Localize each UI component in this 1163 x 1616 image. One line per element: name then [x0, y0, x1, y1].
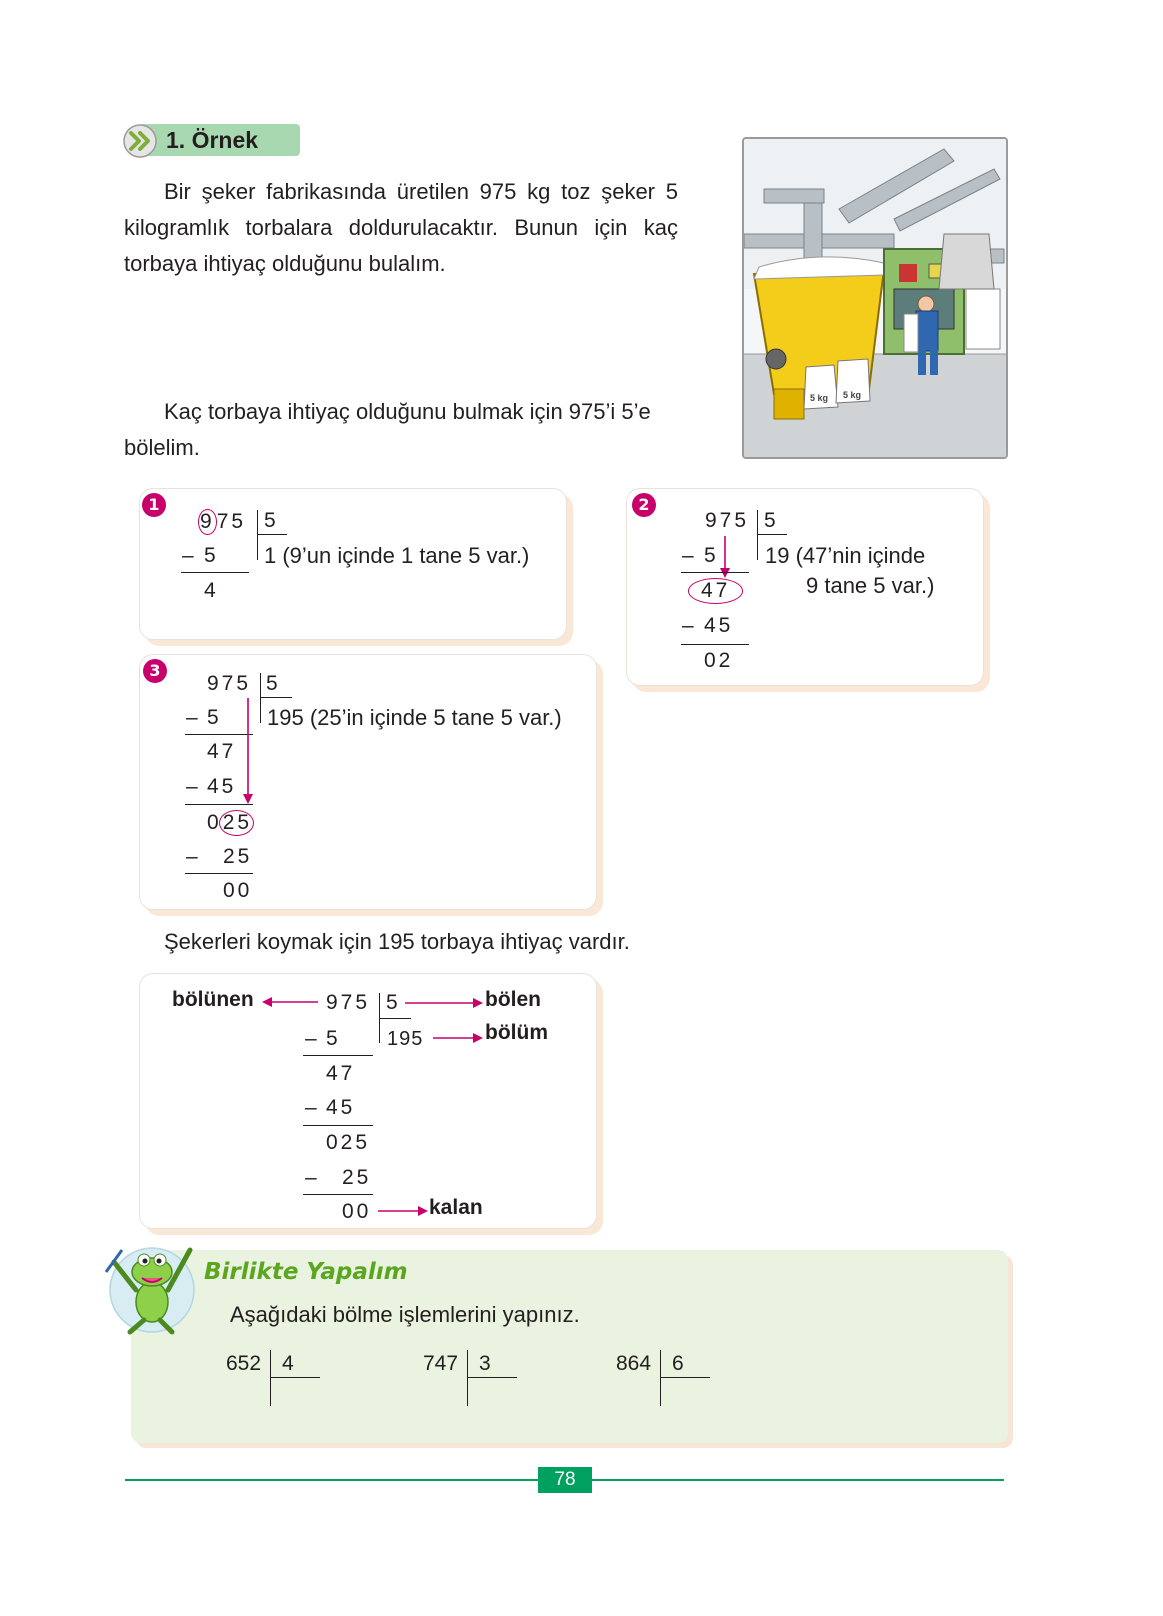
summary-row-5: 25 [342, 1166, 372, 1189]
step-1-minus: – [182, 544, 194, 567]
step-3-row-6: 00 [223, 879, 253, 902]
problem-1-vertical [270, 1350, 271, 1406]
problem-3-horizontal [660, 1377, 710, 1378]
arrow-remainder [378, 1204, 428, 1218]
problem-1-horizontal [270, 1377, 320, 1378]
step-3-row-1: 5 [207, 706, 222, 729]
summary-divisor: 5 [386, 991, 401, 1014]
step-2-quotient-note-2: 9 tane 5 var.) [806, 573, 935, 598]
label-remainder: kalan [429, 1196, 483, 1219]
conclusion-text: Şekerleri koymak için 195 torbaya ihtiyaç vardır. [164, 929, 630, 954]
step-1-badge: 1 [142, 493, 166, 517]
problem-2-horizontal [467, 1377, 517, 1378]
summary-minus-3: – [305, 1166, 317, 1189]
step-2-minus-1: – [682, 544, 694, 567]
frog-mascot [100, 1232, 200, 1336]
step-2-row-4: 02 [704, 649, 734, 672]
step-1-dividend [201, 509, 246, 535]
problem-1-divisor: 4 [282, 1352, 294, 1375]
step-3-bring-down-arrow [241, 698, 255, 808]
together-instruction: Aşağıdaki bölme işlemlerini yapınız. [230, 1302, 580, 1327]
factory-illustration [742, 137, 1008, 459]
step-3-row-4 [207, 810, 254, 836]
problem-2-dividend: 747 [423, 1352, 459, 1375]
step-3-dividend: 975 [207, 672, 252, 695]
summary-row-4: 025 [326, 1131, 371, 1154]
problem-3-divisor: 6 [672, 1352, 684, 1375]
summary-dividend: 975 [326, 991, 371, 1014]
bag-label-2: 5 kg [843, 390, 862, 400]
summary-minus-2: – [305, 1096, 317, 1119]
step-1-dividend-first: 9 [200, 510, 215, 533]
problem-3-vertical [660, 1350, 661, 1406]
label-quotient: bölüm [485, 1021, 548, 1044]
summary-row-1: 5 [326, 1027, 341, 1050]
label-dividend: bölünen [172, 988, 254, 1011]
step-2-dividend: 975 [705, 509, 750, 532]
footer-rule-left [125, 1479, 538, 1481]
label-divisor: bölen [485, 988, 541, 1011]
problem-2-vertical [467, 1350, 468, 1406]
bag-label-1: 5 kg [810, 393, 829, 403]
problem-paragraph: Bir şeker fabrikasında üretilen 975 kg toz şeker 5 kilogramlık torbalara doldurulacaktır. Bunun için kaç torbaya ihtiyaç olduğunu bulalım. [124, 179, 678, 276]
division-instruction: Kaç torbaya ihtiyaç olduğunu bulmak için 975’i 5’e bölelim. [124, 399, 651, 460]
step-1-divisor: 5 [264, 509, 279, 532]
problem-3-dividend: 864 [616, 1352, 652, 1375]
step-3-row-2: 47 [207, 740, 237, 763]
step-2-divisor: 5 [764, 509, 779, 532]
step-3-minus-3: – [186, 845, 198, 868]
step-1-row-1: 5 [204, 544, 219, 567]
page-number: 78 [538, 1467, 592, 1493]
step-3-row-5: 25 [223, 845, 253, 868]
step-3-divisor: 5 [266, 672, 281, 695]
step-1-dividend-rest: 75 [216, 510, 247, 533]
step-3-minus-1: – [186, 706, 198, 729]
arrow-quotient [433, 1031, 483, 1045]
double-chevron-icon [122, 123, 158, 159]
problem-1-dividend: 652 [226, 1352, 262, 1375]
example-title: 1. Örnek [166, 127, 259, 153]
step-2-row-3: 45 [704, 614, 734, 637]
step-2-minus-2: – [682, 614, 694, 637]
step-3-quotient-note: 195 (25’in içinde 5 tane 5 var.) [267, 705, 562, 730]
step-3-minus-2: – [186, 775, 198, 798]
step-2-bring-down-arrow [718, 536, 732, 580]
summary-quotient: 195 [387, 1028, 424, 1050]
step-2-row-2: 47 [688, 578, 743, 604]
step-1-row-2: 4 [204, 579, 219, 602]
summary-row-6: 00 [342, 1200, 372, 1223]
step-2-row-1: 5 [704, 544, 719, 567]
step-2-quotient-note-1: 19 (47’nin içinde [765, 543, 926, 568]
step-3-badge: 3 [143, 659, 167, 683]
summary-row-3: 45 [326, 1096, 356, 1119]
summary-row-2: 47 [326, 1062, 356, 1085]
together-title: Birlikte Yapalım [204, 1259, 408, 1285]
step-2-badge: 2 [632, 493, 656, 517]
step-3-row-4-circled: 25 [219, 810, 254, 836]
footer-rule-right [592, 1479, 1004, 1481]
problem-2-divisor: 3 [479, 1352, 491, 1375]
arrow-divisor [405, 996, 483, 1010]
summary-minus-1: – [305, 1027, 317, 1050]
step-1-quotient-note: 1 (9’un içinde 1 tane 5 var.) [264, 543, 530, 568]
step-3-row-4-zero: 0 [207, 811, 222, 834]
example-header [122, 123, 300, 157]
step-3-row-3: 45 [207, 775, 237, 798]
arrow-dividend [262, 995, 320, 1009]
